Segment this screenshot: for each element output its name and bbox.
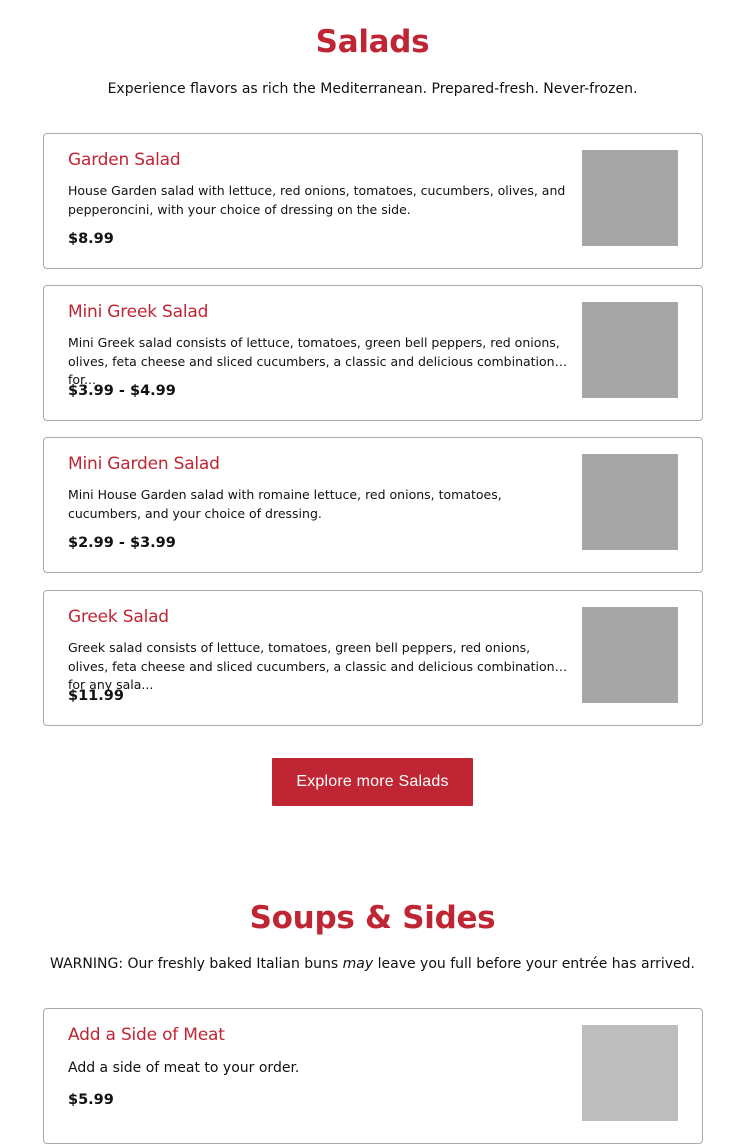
menu-item-price: $11.99 xyxy=(68,688,124,704)
subtitle-text: WARNING: Our freshly baked Italian buns xyxy=(50,956,343,972)
salads-section-subtitle: Experience flavors as rich the Mediterranean. Prepared-fresh. Never-frozen. xyxy=(107,81,638,97)
menu-item-name[interactable]: Mini Garden Salad xyxy=(68,454,220,474)
explore-more-salads-button[interactable]: Explore more Salads xyxy=(272,758,473,806)
menu-item-card[interactable] xyxy=(43,1008,703,1144)
menu-item-card[interactable] xyxy=(43,437,703,573)
menu-item-image[interactable] xyxy=(582,1025,678,1121)
soups-section-title: Soups & Sides xyxy=(249,900,496,936)
menu-item-card[interactable] xyxy=(43,133,703,269)
menu-item-description: Mini Greek salad consists of lettuce, tomatoes, green bell peppers, red onions, olives, feta cheese and sliced cucumbers, a classic and delicious combination for... xyxy=(68,335,560,387)
salads-section-title: Salads xyxy=(315,24,430,60)
menu-item-image[interactable] xyxy=(582,607,678,703)
menu-item-card[interactable] xyxy=(43,590,703,726)
menu-item-price: $8.99 xyxy=(68,231,114,247)
menu-item-price: $5.99 xyxy=(68,1092,114,1108)
menu-item-name[interactable]: Garden Salad xyxy=(68,150,181,170)
menu-item-price: $3.99 - $4.99 xyxy=(68,383,176,399)
menu-item-price: $2.99 - $3.99 xyxy=(68,535,176,551)
menu-item-name[interactable]: Greek Salad xyxy=(68,607,169,627)
menu-item-name[interactable]: Mini Greek Salad xyxy=(68,302,209,322)
menu-item-description: House Garden salad with lettuce, red onions, tomatoes, cucumbers, olives, and pepperoncini, with your choice of dressing on the side. xyxy=(68,183,566,217)
menu-item-name[interactable]: Add a Side of Meat xyxy=(68,1025,225,1045)
subtitle-emphasis: may xyxy=(342,956,374,972)
menu-item-description: Greek salad consists of lettuce, tomatoes, green bell peppers, red onions, olives, feta cheese and sliced cucumbers, a classic and delicious combination for any sala... xyxy=(68,640,555,692)
menu-item-image[interactable] xyxy=(582,150,678,246)
menu-item-description: Mini House Garden salad with romaine lettuce, red onions, tomatoes, cucumbers, and your choice of dressing. xyxy=(68,487,502,521)
subtitle-text: leave you full before your entrée has arrived. xyxy=(373,956,695,972)
menu-item-image[interactable] xyxy=(582,302,678,398)
soups-section-subtitle xyxy=(0,956,745,972)
menu-item-card[interactable] xyxy=(43,285,703,421)
menu-item-description: Add a side of meat to your order. xyxy=(68,1060,300,1076)
menu-item-image[interactable] xyxy=(582,454,678,550)
